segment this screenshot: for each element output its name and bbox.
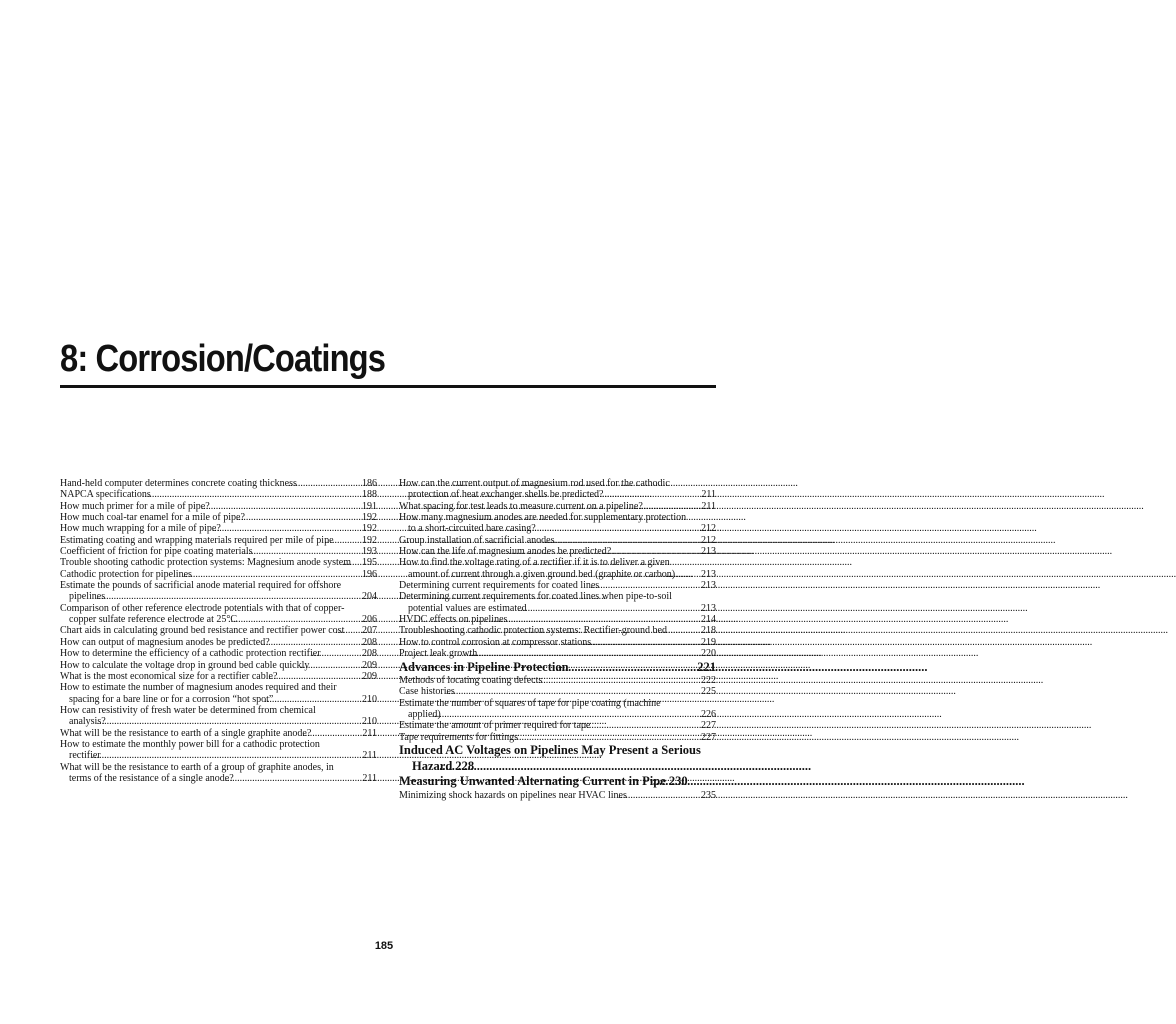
toc-entry[interactable]: How much primer for a mile of pipe? ..... 191 — [60, 501, 377, 512]
toc-section-heading[interactable]: Measuring Unwanted Alternating Current in Pipe ..... 230 — [399, 774, 716, 790]
toc-entry[interactable]: How much coal-tar enamel for a mile of pipe? ..... 192 — [60, 512, 377, 523]
toc-entry[interactable]: How can the current output of magnesium rod used for the cathodic protection of heat exchanger shells be predicted? ..... 211 — [399, 478, 716, 501]
toc-entry[interactable]: Cathodic protection for pipelines ..... 196 — [60, 569, 377, 580]
toc-entry[interactable]: How many magnesium anodes are needed for supplementary protection to a short-circuited bare casing? ..... 212 — [399, 512, 716, 535]
chapter-title: 8: Corrosion/Coatings — [60, 338, 386, 380]
toc-entry[interactable]: Minimizing shock hazards on pipelines near HVAC lines ..... 235 — [399, 790, 716, 801]
toc-entry[interactable]: How to calculate the voltage drop in ground bed cable quickly ..... 209 — [60, 660, 377, 671]
toc-entry[interactable]: How to find the voltage rating of a rectifier if it is to deliver a given amount of current through a given ground bed (graphite or carbon) ..... 213 — [399, 557, 716, 580]
toc-entry[interactable]: How to determine the efficiency of a cathodic protection rectifier ..... 208 — [60, 648, 377, 659]
title-rule — [60, 385, 716, 388]
toc-entry[interactable]: Group installation of sacrificial anodes ..... 212 — [399, 535, 716, 546]
toc-entry[interactable]: How to estimate the monthly power bill for a cathodic protection rectifier ..... 211 — [60, 739, 377, 762]
toc-section-page: 228 — [455, 758, 475, 773]
toc-entry[interactable]: What will be the resistance to earth of a group of graphite anodes, in terms of the resistance of a single anode? ..... 211 — [60, 762, 377, 785]
page-number: 185 — [374, 940, 394, 952]
toc-entry[interactable]: Troubleshooting cathodic protection systems: Rectifier-ground bed ..... 218 — [399, 625, 716, 636]
toc-entry[interactable]: How can the life of magnesium anodes be predicted? ..... 213 — [399, 546, 716, 557]
toc-entry[interactable]: Chart aids in calculating ground bed resistance and rectifier power cost ..... 207 — [60, 625, 377, 636]
toc-entry[interactable]: Hand-held computer determines concrete coating thickness ..... 186 — [60, 478, 377, 489]
toc-entry[interactable]: How much wrapping for a mile of pipe? ..... 192 — [60, 523, 377, 534]
toc-left-column — [60, 478, 377, 784]
toc-entry[interactable]: How can output of magnesium anodes be predicted? ..... 208 — [60, 637, 377, 648]
toc-section-heading[interactable]: Induced AC Voltages on Pipelines May Present a Serious Hazard ..... 228 — [399, 743, 716, 774]
toc-entry[interactable]: Estimating coating and wrapping materials required per mile of pipe ..... 192 — [60, 535, 377, 546]
toc-entry[interactable]: Tape requirements for fittings ..... 227 — [399, 732, 716, 743]
toc-entry[interactable]: Case histories ..... 225 — [399, 686, 716, 697]
toc-entry[interactable]: What will be the resistance to earth of a single graphite anode? ..... 211 — [60, 728, 377, 739]
toc-entry[interactable]: How to estimate the number of magnesium anodes required and their spacing for a bare line or for a corrosion “hot spot” ..... 210 — [60, 682, 377, 705]
toc-entry[interactable]: Trouble shooting cathodic protection systems: Magnesium anode system ..... 195 — [60, 557, 377, 568]
toc-entry[interactable]: Comparison of other reference electrode potentials with that of copper-copper sulfate reference electrode at 25°C ..... 206 — [60, 603, 377, 626]
toc-section-page: 230 — [668, 774, 688, 789]
toc-entry[interactable]: What spacing for test leads to measure current on a pipeline? ..... 211 — [399, 501, 716, 512]
toc-section-heading[interactable]: Advances in Pipeline Protection ..... 221 — [399, 660, 716, 676]
toc-entry[interactable]: Methods of locating coating defects ..... 222 — [399, 675, 716, 686]
toc-entry[interactable]: Estimate the number of squares of tape for pipe coating (machine applied) ..... 226 — [399, 698, 716, 721]
toc-entry[interactable]: Estimate the amount of primer required for tape ..... 227 — [399, 720, 716, 731]
toc-entry[interactable]: How can resistivity of fresh water be determined from chemical analysis? ..... 210 — [60, 705, 377, 728]
toc-entry[interactable]: Estimate the pounds of sacrificial anode material required for offshore pipelines ..... 204 — [60, 580, 377, 603]
toc-entry[interactable]: HVDC effects on pipelines ..... 214 — [399, 614, 716, 625]
toc-entry[interactable]: Determining current requirements for coated lines when pipe-to-soil potential values are estimated ..... 213 — [399, 591, 716, 614]
toc-entry[interactable]: Project leak growth ..... 220 — [399, 648, 716, 659]
toc-right-column — [399, 478, 716, 801]
toc-entry[interactable]: Determining current requirements for coated lines ..... 213 — [399, 580, 716, 591]
toc-entry[interactable]: Coefficient of friction for pipe coating materials ..... 193 — [60, 546, 377, 557]
toc-entry[interactable]: NAPCA specifications ..... 188 — [60, 489, 377, 500]
toc-entry[interactable]: How to control corrosion at compressor stations ..... 219 — [399, 637, 716, 648]
toc-entry[interactable]: What is the most economical size for a rectifier cable? ..... 209 — [60, 671, 377, 682]
